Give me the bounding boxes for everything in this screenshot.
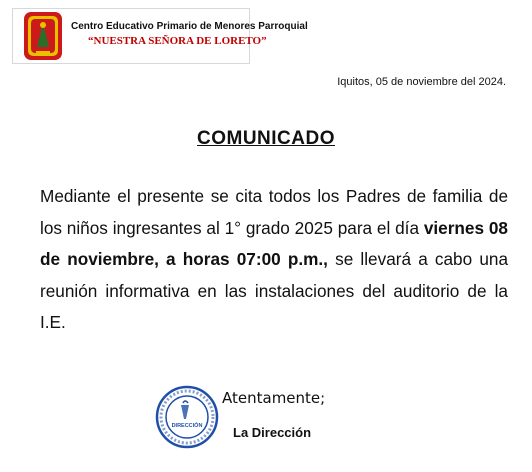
letterhead	[12, 8, 308, 64]
closing-text: Atentamente;	[222, 389, 326, 407]
body-text-part1: Mediante el presente se cita todos los Padres de familia de los niños ingresantes al 1° grado 2025 para el día	[40, 186, 508, 238]
body-text-bold: viernes 08 de noviembre, a horas 07:00 p.m.,	[40, 217, 508, 269]
school-name: Centro Educativo Primario de Menores Parroquial	[71, 21, 308, 32]
body-paragraph	[40, 181, 508, 339]
seal-center-text: DIRECCIÓN	[171, 423, 203, 429]
direction-seal-icon	[155, 385, 219, 449]
body-text-part2: se llevará a cabo una reunión informativa en las instalaciones del auditorio de la I.E.	[40, 249, 509, 332]
signature: La Dirección	[233, 425, 312, 440]
date-line: Iquitos, 05 de noviembre del 2024.	[337, 76, 506, 88]
school-motto: “NUESTRA SEÑORA DE LORETO”	[88, 35, 267, 47]
school-crest-icon	[23, 11, 63, 61]
page-title: COMUNICADO	[197, 128, 335, 149]
